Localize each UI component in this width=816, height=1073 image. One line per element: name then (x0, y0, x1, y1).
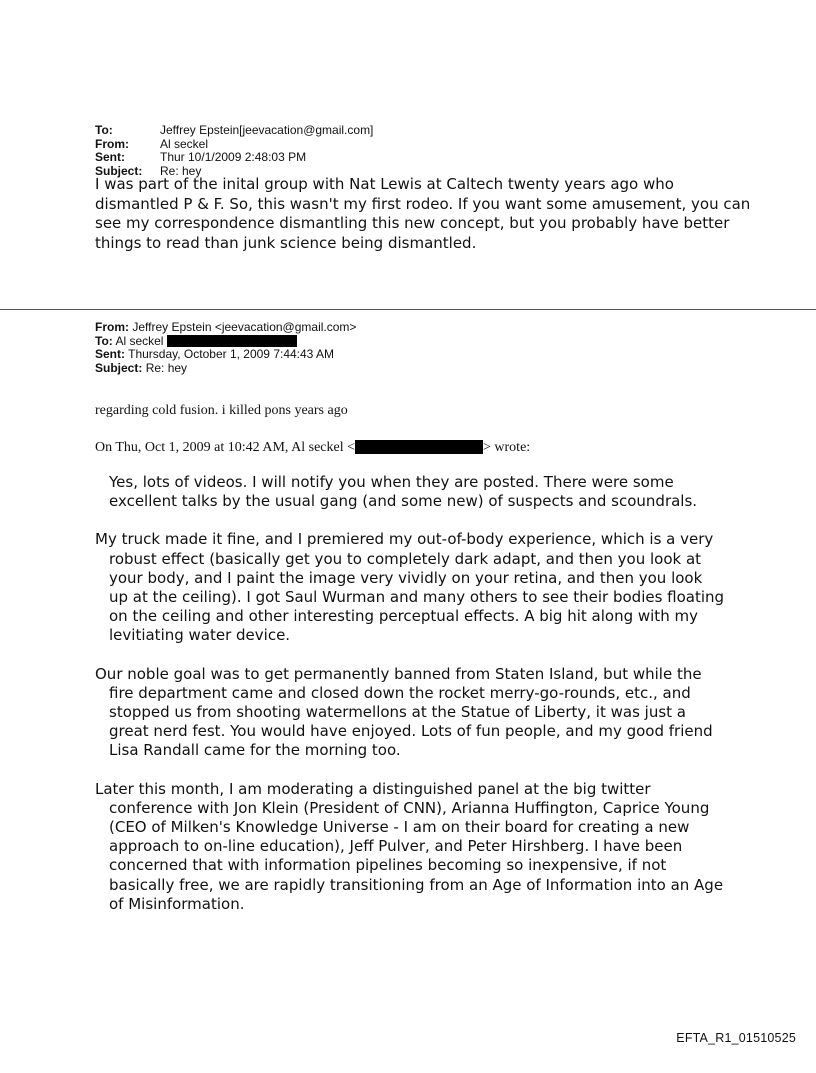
subject-value-2: Re: hey (145, 360, 188, 375)
quoted-paragraph: My truck made it fine, and I premiered my out-of-body experience, which is a very robust effect (basically get you to completely dark adapt, and then you look at your body, and I paint the image very vividly on your retina, and then you look up at the ceiling). I got Saul Wurman and many others to see their bodies floating on the ceiling and other interesting perceptual effects. A big hit along with my levitiating water device. (95, 530, 725, 645)
quoted-paragraph: Our noble goal was to get permanently banned from Staten Island, but while the fire department came and closed down the rocket merry-go-rounds, etc., and stopped us from shooting watermellons at the Statue of Liberty, it was just a great nerd fest. You would have enjoyed. Lots of fun people, and my good friend Lisa Randall came for the morning too. (95, 664, 713, 760)
from-value-2: Jeffrey Epstein <jeevacation@gmail.com> (132, 320, 357, 334)
from-value: Al seckel (160, 136, 209, 151)
email-body-1: I was part of the inital group with Nat Lewis at Caltech twenty years ago who dismantled P & F. So, this wasn't my first rodeo. If you want some amusement, you can see my correspondence dismantling this new concept, but you probably have better things to read than junk science being dismantled. (95, 175, 751, 252)
subject-row-2 (95, 362, 356, 376)
quoted-message (95, 473, 725, 933)
sent-row (95, 151, 373, 165)
to-label: To: (95, 123, 113, 137)
subject-label-2: Subject: (95, 360, 143, 375)
from-label-2: From: (95, 320, 129, 334)
from-row (95, 138, 373, 152)
subject-value: Re: hey (160, 163, 202, 178)
subject-label: Subject: (95, 163, 143, 178)
from-row-2 (95, 321, 356, 335)
quote-intro-prefix: On Thu, Oct 1, 2009 at 10:42 AM, Al seckel < (95, 440, 356, 455)
email-header-2 (95, 321, 356, 375)
redaction-box (355, 440, 483, 454)
from-label: From: (95, 136, 129, 151)
sent-row-2 (95, 348, 356, 362)
to-label-2: To: (95, 333, 113, 348)
quoted-paragraph: Later this month, I am moderating a distinguished panel at the big twitter conference with Jon Klein (President of CNN), Arianna Huffington, Caprice Young (CEO of Milken's Knowledge Universe - I am on their board for creating a new approach to on-line education), Jeff Pulver, and Peter Hirshberg. I have been concerned that with information pipelines becoming so inexpensive, if not basically free, we are rapidly transitioning from an Age of Information into an Age of Misinformation. (95, 779, 724, 913)
sent-label-2: Sent: (95, 347, 125, 361)
sent-label: Sent: (95, 150, 125, 164)
email-header-1 (95, 124, 373, 178)
email-body-2: regarding cold fusion. i killed pons years ago (95, 403, 348, 418)
to-value: Jeffrey Epstein[jeevacation@gmail.com] (160, 123, 374, 137)
divider (0, 309, 816, 310)
sent-value: Thur 10/1/2009 2:48:03 PM (160, 150, 307, 164)
quote-intro (95, 440, 530, 456)
to-row (95, 124, 373, 138)
quoted-paragraph: Yes, lots of videos. I will notify you when they are posted. There were some excellent talks by the usual gang (and some new) of suspects and scoundrals. (109, 473, 698, 511)
document-id: EFTA_R1_01510525 (676, 1031, 796, 1045)
to-value-2: Al seckel (115, 333, 164, 348)
sent-value-2: Thursday, October 1, 2009 7:44:43 AM (128, 347, 335, 361)
to-row-2 (95, 335, 356, 349)
quote-intro-suffix: > wrote: (483, 440, 531, 455)
redaction-box (167, 335, 297, 347)
